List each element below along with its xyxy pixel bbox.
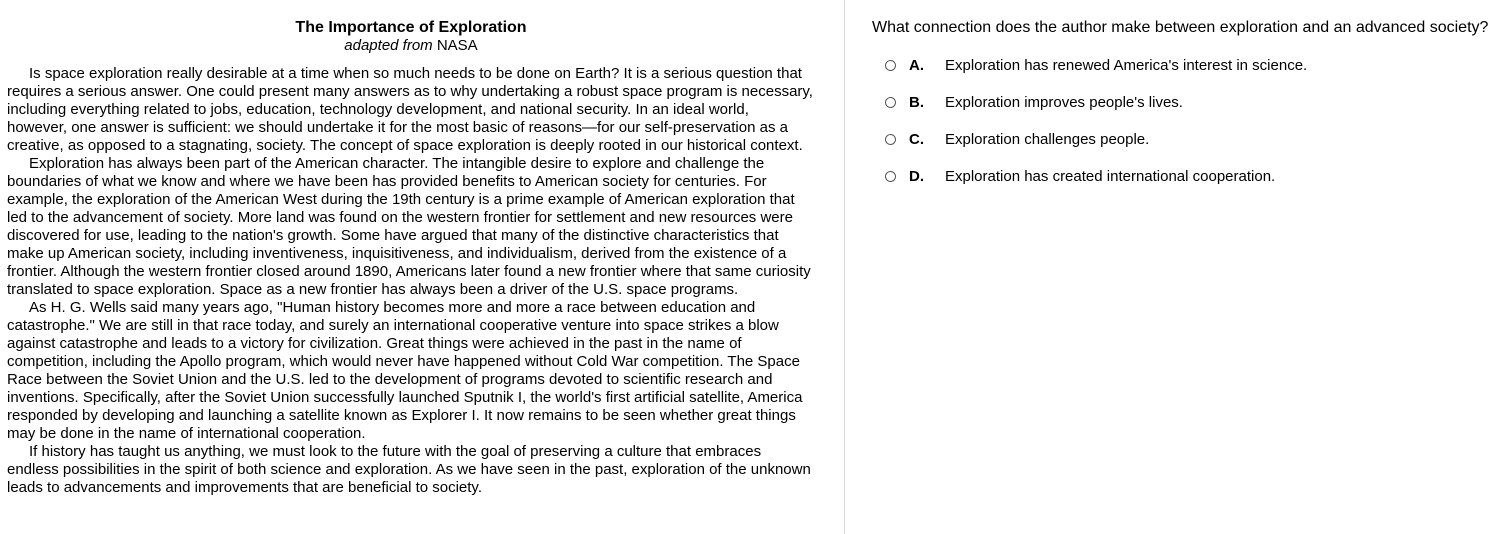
passage-paragraph-3: As H. G. Wells said many years ago, "Human history becomes more and more a race between education and catastrophe." We are still in that race today, and surely an international cooperative venture into space strikes a blow against catastrophe and leads to a victory for civilization. Great things were achieved in the past in the name of competition, including the Apollo program, which would never have happened without Cold War competition. The Space Race between the Soviet Union and the U.S. led to the development of programs devoted to scientific research and inventions. Specifically, after the Soviet Union successfully launched Sputnik I, the world's first artificial satellite, America responded by developing and launching a satellite known as Explorer I. It now remains to be seen whether great things may be done in the name of international cooperation. <box>7 299 803 442</box>
option-letter: D. <box>909 167 924 185</box>
option-text: Exploration challenges people. <box>945 130 1150 148</box>
answer-option-b[interactable] <box>885 92 1307 112</box>
option-letter: B. <box>909 93 924 111</box>
passage-paragraph-2: Exploration has always been part of the American character. The intangible desire to explore and challenge the boundaries of what we know and where we have been has provided benefits to American society for centuries. For example, the exploration of the American West during the 19th century is a prime example of American exploration that led to the advancement of society. More land was found on the western frontier for settlement and new resources were discovered for use, leading to the nation's growth. Some have argued that many of the distinctive characteristics that make up American society, including inventiveness, inquisitiveness, and individualism, derived from the existence of a frontier. Although the western frontier closed around 1890, Americans later found a new frontier where that same curiosity translated to space exploration. Space as a new frontier has always been a driver of the U.S. space programs. <box>7 155 811 298</box>
passage-body <box>7 65 813 497</box>
subtitle-adapted: adapted from <box>344 37 433 54</box>
passage-paragraph-1: Is space exploration really desirable at a time when so much needs to be done on Earth? It is a serious question that requires a serious answer. One could present many answers as to why undertaking a robust space program is necessary, including everything related to jobs, education, technology development, and national security. In an ideal world, however, one answer is sufficient: we should undertake it for the most basic of reasons—for our self-preservation as a creative, as opposed to a stagnating, society. The concept of space exploration is deeply rooted in our historical context. <box>7 65 813 154</box>
answer-option-a[interactable] <box>885 55 1307 75</box>
answer-option-c[interactable] <box>885 129 1307 149</box>
passage-title: The Importance of Exploration <box>295 19 527 36</box>
passage-paragraph-4: If history has taught us anything, we must look to the future with the goal of preserving a culture that embraces endless possibilities in the spirit of both science and exploration. As we have seen in the past, exploration of the unknown leads to advancements and improvements that are beneficial to society. <box>7 443 811 496</box>
answer-option-d[interactable] <box>885 166 1307 186</box>
option-letter: A. <box>909 56 924 74</box>
passage-header <box>0 0 822 55</box>
subtitle-source: NASA <box>436 37 478 54</box>
question-prompt: What connection does the author make between exploration and an advanced society? <box>872 19 1489 36</box>
answer-options <box>885 55 1307 203</box>
option-text: Exploration has renewed America's interest in science. <box>945 56 1308 74</box>
radio-button-a[interactable] <box>885 60 896 71</box>
radio-button-b[interactable] <box>885 97 896 108</box>
option-text: Exploration improves people's lives. <box>945 93 1183 111</box>
question-pane <box>845 0 1502 534</box>
radio-button-c[interactable] <box>885 134 896 145</box>
radio-button-d[interactable] <box>885 171 896 182</box>
option-text: Exploration has created international cooperation. <box>945 167 1276 185</box>
option-letter: C. <box>909 130 924 148</box>
passage-subtitle <box>0 37 822 55</box>
